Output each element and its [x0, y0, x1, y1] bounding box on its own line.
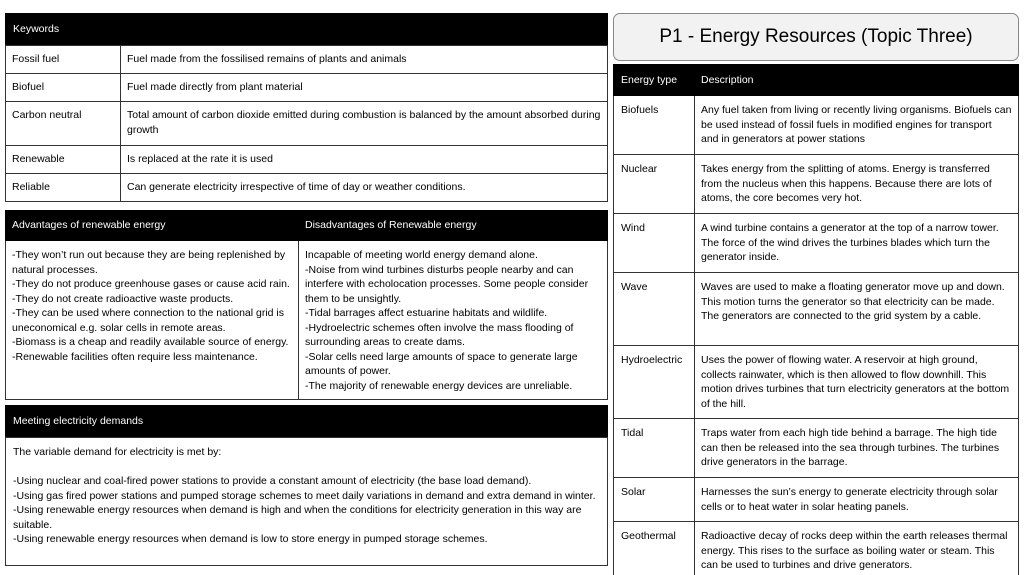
energy-description: A wind turbine contains a generator at the top of a narrow tower. The force of the wind drives the turbines blades which turn the generator inside. [695, 214, 1019, 273]
page-title-text: P1 - Energy Resources (Topic Three) [659, 26, 973, 47]
disadvantages-list: Incapable of meeting world energy demand alone. -Noise from wind turbines disturbs people nearby and can interfere with echolocation processes. Some people consider them to be unsightly. -Tidal barrages affect estuarine habitats and wildlife. -Hydroelectric schemes often involve the mass flooding of surrounding areas to create dams. -Solar cells need large amounts of space to generate large amounts of power. -The majority of renewable energy devices are unreliable. [299, 241, 608, 400]
table-row [614, 478, 1019, 522]
table-row [6, 241, 608, 400]
demand-intro: The variable demand for electricity is met by: [13, 446, 222, 458]
table-row [6, 174, 608, 202]
energy-description: Takes energy from the splitting of atoms. Energy is transferred from the nucleus when this happens. Because there are lots of atoms, the core becomes very hot. [695, 155, 1019, 214]
keyword-term: Renewable [6, 146, 121, 174]
energy-description: Harnesses the sun’s energy to generate electricity through solar cells or to heat water in solar heating panels. [695, 478, 1019, 522]
energy-types-table [613, 64, 1019, 575]
energy-type: Solar [614, 478, 695, 522]
table-row [614, 419, 1019, 478]
energy-description: Traps water from each high tide behind a barrage. The high tide can then be released into the sea through turbines. The turbines drive generators in the barrage. [695, 419, 1019, 478]
keyword-term: Fossil fuel [6, 46, 121, 74]
energy-type: Geothermal [614, 522, 695, 575]
demand-body [5, 437, 608, 566]
keyword-term: Biofuel [6, 74, 121, 102]
keyword-definition: Is replaced at the rate it is used [121, 146, 608, 174]
table-row [6, 146, 608, 174]
keyword-definition: Fuel made from the fossilised remains of plants and animals [121, 46, 608, 74]
energy-description: Any fuel taken from living or recently living organisms. Biofuels can be used instead of fossil fuels in modified engines for transport and in generators at power stations [695, 96, 1019, 155]
table-row [6, 102, 608, 146]
keyword-definition: Can generate electricity irrespective of time of day or weather conditions. [121, 174, 608, 202]
keyword-term: Reliable [6, 174, 121, 202]
table-row [6, 74, 608, 102]
energy-type: Tidal [614, 419, 695, 478]
table-row [614, 96, 1019, 155]
energy-type: Hydroelectric [614, 346, 695, 419]
table-row [614, 155, 1019, 214]
energy-description: Radioactive decay of rocks deep within the earth releases thermal energy. This rises to the surface as boiling water or steam. This can be used to turbines and drive generators. [695, 522, 1019, 575]
advantages-list: -They won’t run out because they are being replenished by natural processes. -They do not produce greenhouse gases or cause acid rain. -They do not create radioactive waste products. -They can be used where connection to the national grid is uneconomical e.g. solar cells in remote areas. -Biomass is a cheap and readily available source of energy. -Renewable facilities often require less maintenance. [6, 241, 299, 400]
table-row [6, 46, 608, 74]
energy-type-column-header: Energy type [614, 65, 695, 96]
table-row [614, 273, 1019, 346]
energy-type: Nuclear [614, 155, 695, 214]
renewables-table [5, 210, 608, 400]
keyword-definition: Fuel made directly from plant material [121, 74, 608, 102]
demand-section [5, 405, 608, 565]
table-row [614, 346, 1019, 419]
description-column-header: Description [695, 65, 1019, 96]
table-row [614, 522, 1019, 575]
advantages-header: Advantages of renewable energy [6, 211, 299, 241]
demand-header: Meeting electricity demands [5, 405, 608, 437]
disadvantages-header: Disadvantages of Renewable energy [299, 211, 608, 241]
keyword-term: Carbon neutral [6, 102, 121, 146]
energy-type: Wave [614, 273, 695, 346]
energy-description: Waves are used to make a floating generator move up and down. This motion turns the generator so that electricity can be made. The generators are connected to the grid system by a cable. [695, 273, 1019, 346]
page-title [613, 13, 1019, 61]
energy-type: Wind [614, 214, 695, 273]
demand-points: -Using nuclear and coal-fired power stations to provide a constant amount of electricity (the base load demand). -Using gas fired power stations and pumped storage schemes to meet daily variations in demand and extra demand in winter. -Using renewable energy resources when demand is high and when the conditions for electricity generation in this way are suitable. -Using renewable energy resources when demand is low to store energy in pumped storage schemes. [13, 475, 596, 545]
energy-type: Biofuels [614, 96, 695, 155]
table-row [614, 214, 1019, 273]
energy-description: Uses the power of flowing water. A reservoir at high ground, collects rainwater, which is then allowed to flow downhill. This motion drives turbines that turn electricity generators at the bottom of the hill. [695, 346, 1019, 419]
keyword-definition: Total amount of carbon dioxide emitted during combustion is balanced by the amount absorbed during growth [121, 102, 608, 146]
keywords-header: Keywords [5, 13, 608, 45]
keywords-table [5, 13, 608, 202]
